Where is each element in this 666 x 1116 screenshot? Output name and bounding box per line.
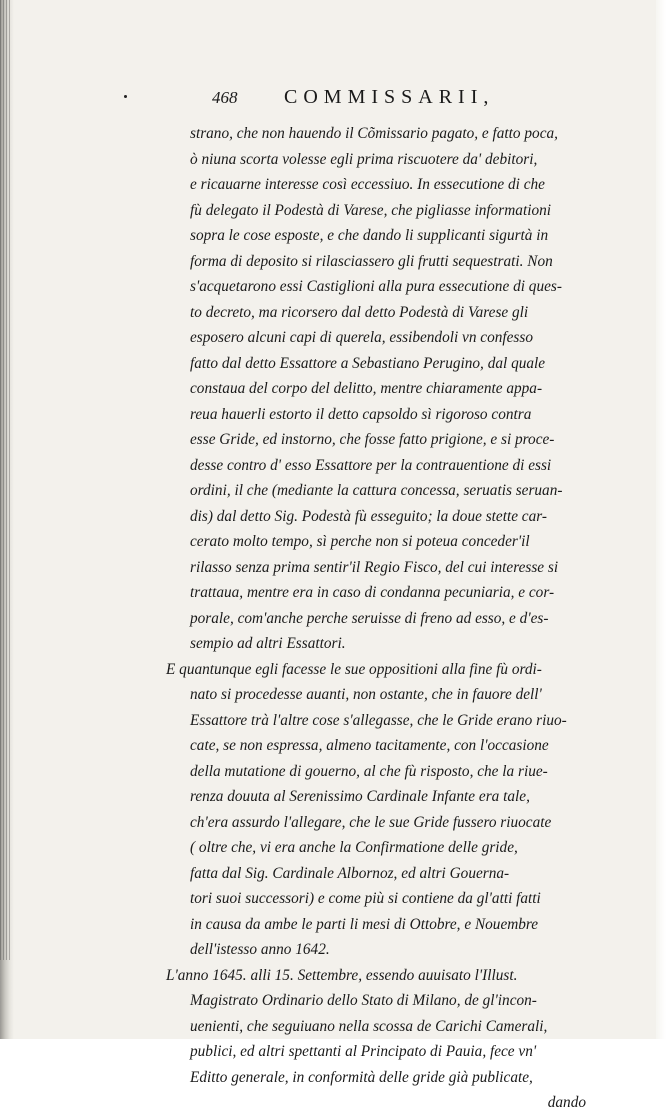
text-line: Magistrato Ordinario dello Stato di Milano, de gl'incon- bbox=[190, 992, 537, 1009]
text-line: sempio ad altri Essattori. bbox=[190, 635, 346, 652]
text-line: sopra le cose esposte, e che dando li supplicanti sigurtà in bbox=[190, 227, 549, 244]
text-line: s'acquetarono essi Castiglioni alla pura essecutione di ques- bbox=[190, 278, 562, 295]
text-line: rilasso senza prima sentir'il Regio Fisco, del cui interesse si bbox=[190, 558, 559, 576]
text-line: fù delegato il Podestà di Varese, che pigliasse informationi bbox=[190, 201, 551, 219]
text-line: esse Gride, ed instorno, che fosse fatto prigione, e si proce- bbox=[190, 431, 555, 448]
text-line: ch'era assurdo l'allegare, che le sue Gride fussero riuocate bbox=[190, 813, 552, 831]
text-line: renza douuta al Serenissimo Cardinale Infante era tale, bbox=[190, 788, 530, 805]
text-line: publici, ed altri spettanti al Principato di Pauia, fece vn' bbox=[190, 1043, 537, 1060]
text-line: ( oltre che, vi era anche la Confirmatione delle gride, bbox=[190, 839, 518, 856]
text-line: to decreto, ma ricorsero dal detto Podestà di Varese gli bbox=[190, 303, 529, 321]
ink-speck bbox=[124, 95, 127, 98]
text-line: cerato molto tempo, sì perche non si poteua conceder'il bbox=[190, 533, 530, 550]
text-line: ordini, il che (mediante la cattura concessa, seruatis seruan- bbox=[190, 482, 563, 499]
text-line: tori suoi successori) e come più si contiene da gl'atti fatti bbox=[190, 890, 541, 907]
text-line: dis) dal detto Sig. Podestà fù esseguito; la doue stette car- bbox=[190, 507, 547, 525]
text-line: desse contro d' esso Essattore per la contrauentione di essi bbox=[190, 456, 552, 474]
page-number: 468 bbox=[212, 88, 238, 107]
text-line: forma di deposito si rilasciassero gli frutti sequestrati. Non bbox=[190, 252, 553, 270]
body-text bbox=[166, 121, 588, 1116]
text-line: Essattore trà l'altre cose s'allegasse, che le Gride erano riuo- bbox=[190, 711, 567, 729]
text-line: porale, com'anche perche seruisse di freno ad esso, e d'es- bbox=[190, 609, 549, 627]
running-title: COMMISSARII, bbox=[284, 86, 495, 108]
text-line: Editto generale, in conformità delle gride già publicate, bbox=[190, 1068, 533, 1086]
text-line: cate, se non espressa, almeno tacitamente, con l'occasione bbox=[190, 737, 549, 754]
text-line: constaua del corpo del delitto, mentre chiaramente appa- bbox=[190, 380, 543, 397]
text-line: nato si procedesse auanti, non ostante, che in fauore dell' bbox=[190, 686, 542, 703]
text-line: reua hauerli estorto il detto capsoldo sì rigoroso contra bbox=[190, 405, 532, 423]
text-line: in causa da ambe le parti li mesi di Ottobre, e Nouembre bbox=[190, 915, 539, 933]
text-line: fatto dal detto Essattore a Sebastiano Perugino, dal quale bbox=[190, 354, 546, 372]
paragraph-start-line: E quantunque egli facesse le sue oppositioni alla fine fù ordi- bbox=[166, 660, 542, 678]
page-header bbox=[212, 86, 592, 114]
text-line: della mutatione di gouerno, al che fù risposto, che la riue- bbox=[190, 762, 548, 780]
text-line: trattaua, mentre era in caso di condanna pecuniaria, e cor- bbox=[190, 584, 555, 601]
page-right-edge bbox=[656, 0, 666, 1039]
text-line: uenienti, che seguiuano nella scossa de Carichi Camerali, bbox=[190, 1017, 548, 1035]
binding-lines bbox=[0, 0, 10, 960]
text-line: strano, che non hauendo il Cõmissario pagato, e fatto poca, bbox=[190, 125, 558, 142]
paragraph-start-line: L'anno 1645. alli 15. Settembre, essendo auuisato l'Illust. bbox=[166, 966, 518, 984]
text-line: ò niuna scorta volesse egli prima riscuotere da' debitori, bbox=[190, 150, 538, 168]
catchword: dando bbox=[547, 1094, 586, 1111]
text-line: fatta dal Sig. Cardinale Albornoz, ed altri Gouerna- bbox=[190, 864, 510, 882]
text-line: e ricauarne interesse così eccessiuo. In essecutione di che bbox=[190, 176, 545, 193]
text-line: esposero alcuni capi di querela, essibendoli vn confesso bbox=[190, 329, 533, 346]
text-line: dell'istesso anno 1642. bbox=[190, 941, 330, 958]
